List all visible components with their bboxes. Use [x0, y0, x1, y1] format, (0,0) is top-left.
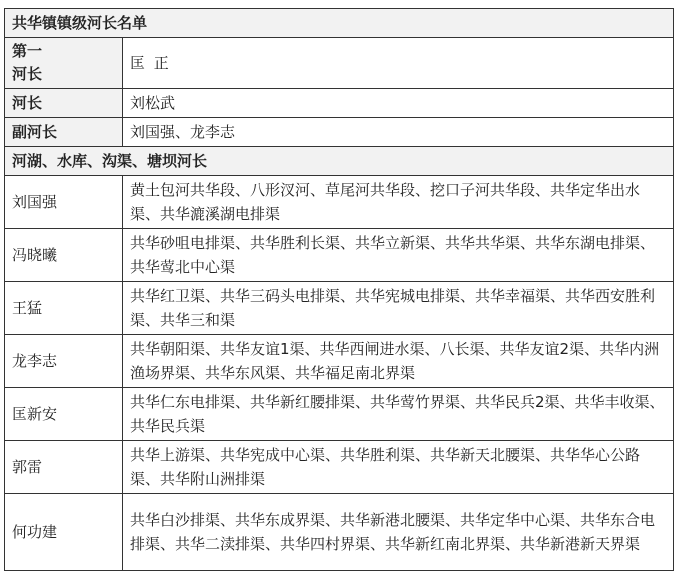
deputy-chief-row [5, 118, 674, 147]
role-cell: 河长 [5, 89, 123, 118]
waters-cell: 共华砂咀电排渠、共华胜利长渠、共华立新渠、共华共华渠、共华东湖电排渠、共华莺北中心渠 [123, 229, 674, 282]
waters-cell: 共华红卫渠、共华三码头电排渠、共华宪城电排渠、共华幸福渠、共华西安胜利渠、共华三和渠 [123, 282, 674, 335]
deputy-chief-names: 刘国强、龙李志 [123, 118, 674, 147]
section-header: 河湖、水库、沟渠、塘坝河长 [5, 147, 674, 176]
chief-name: 刘松武 [123, 89, 674, 118]
chief-name-cell: 匡新安 [5, 388, 123, 441]
river-chief-list [4, 8, 673, 571]
table-row [5, 229, 674, 282]
table-row [5, 441, 674, 494]
section-header-row [5, 147, 674, 176]
role-label-line2: 河长 [12, 65, 43, 83]
table-row [5, 388, 674, 441]
chief-name-cell: 龙李志 [5, 335, 123, 388]
table-row [5, 176, 674, 229]
title-row [5, 9, 674, 38]
waters-cell: 共华白沙排渠、共华东成界渠、共华新港北腰渠、共华定华中心渠、共华东合电排渠、共华二渎排渠、共华四村界渠、共华新红南北界渠、共华新港新天界渠 [123, 494, 674, 571]
first-chief-name: 匡 正 [123, 38, 674, 89]
role-cell: 副河长 [5, 118, 123, 147]
table-row [5, 335, 674, 388]
chief-name-cell: 何功建 [5, 494, 123, 571]
first-chief-row [5, 38, 674, 89]
table-row [5, 282, 674, 335]
waters-cell: 共华仁东电排渠、共华新红腰排渠、共华莺竹界渠、共华民兵2渠、共华丰收渠、共华民兵渠 [123, 388, 674, 441]
table-row [5, 494, 674, 571]
chief-row [5, 89, 674, 118]
role-cell [5, 38, 123, 89]
waters-cell: 黄土包河共华段、八形汊河、草尾河共华段、挖口子河共华段、共华定华出水渠、共华漉溪湖电排渠 [123, 176, 674, 229]
chief-name-cell: 冯晓曦 [5, 229, 123, 282]
waters-cell: 共华上游渠、共华宪成中心渠、共华胜利渠、共华新天北腰渠、共华华心公路渠、共华附山洲排渠 [123, 441, 674, 494]
role-label-line1: 第一 [12, 42, 43, 60]
chief-name-cell: 刘国强 [5, 176, 123, 229]
waters-cell: 共华朝阳渠、共华友谊1渠、共华西闸进水渠、八长渠、共华友谊2渠、共华内洲渔场界渠、共华东风渠、共华福足南北界渠 [123, 335, 674, 388]
river-chief-table [4, 8, 674, 571]
table-title: 共华镇镇级河长名单 [5, 9, 674, 38]
chief-name-cell: 郭雷 [5, 441, 123, 494]
chief-name-cell: 王猛 [5, 282, 123, 335]
